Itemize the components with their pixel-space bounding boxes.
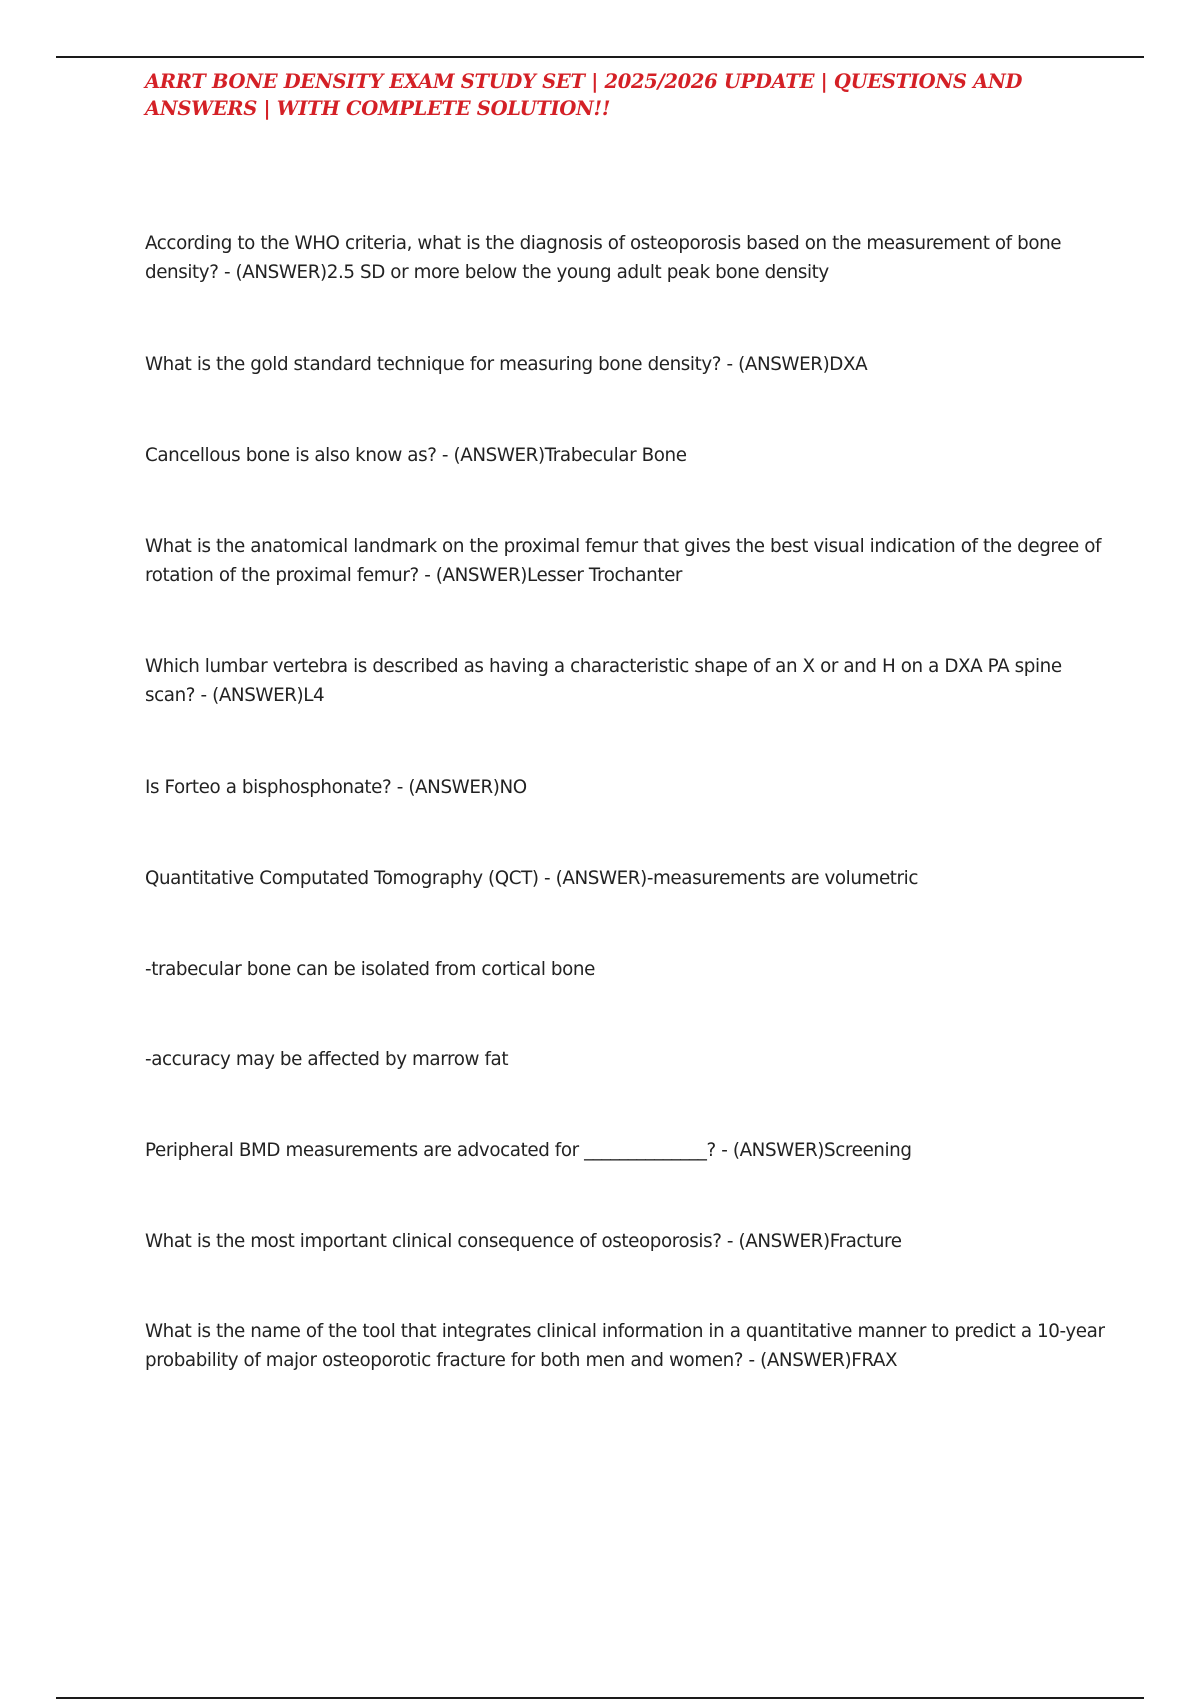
qa-entry-10: Peripheral BMD measurements are advocated for ______________? - (ANSWER)Screening — [145, 1140, 912, 1161]
qa-entry-7: Quantitative Computated Tomography (QCT) - (ANSWER)-measurements are volumetric — [145, 868, 919, 889]
qa-entry-2: What is the gold standard technique for measuring bone density? - (ANSWER)DXA — [145, 354, 868, 375]
qa-entry-6: Is Forteo a bisphosphonate? - (ANSWER)NO — [145, 777, 527, 798]
qa-entry-3: Cancellous bone is also know as? - (ANSWER)Trabecular Bone — [145, 445, 687, 466]
qa-entry-9: -accuracy may be affected by marrow fat — [145, 1049, 509, 1070]
bottom-rule — [56, 1697, 1144, 1699]
qa-entry-12: What is the name of the tool that integrates clinical information in a quantitative manner to predict a 10-year probability of major osteoporotic fracture for both men and women? - (ANSWER)FRAX — [145, 1321, 1105, 1371]
qa-entry-8: -trabecular bone can be isolated from cortical bone — [145, 959, 595, 980]
qa-entry-11: What is the most important clinical consequence of osteoporosis? - (ANSWER)Fracture — [145, 1231, 902, 1252]
qa-entry-4: What is the anatomical landmark on the proximal femur that gives the best visual indication of the degree of rotation of the proximal femur? - (ANSWER)Lesser Trochanter — [145, 536, 1102, 586]
top-rule — [56, 56, 1144, 58]
document-title: ARRT BONE DENSITY EXAM STUDY SET | 2025/2026 UPDATE | QUESTIONS AND ANSWERS | WITH COMPLETE SOLUTION!! — [145, 70, 1023, 120]
qa-entry-1: According to the WHO criteria, what is the diagnosis of osteoporosis based on the measurement of bone density? - (ANSWER)2.5 SD or more below the young adult peak bone density — [145, 233, 1062, 283]
qa-entry-5: Which lumbar vertebra is described as having a characteristic shape of an X or and H on a DXA PA spine scan? - (ANSWER)L4 — [145, 656, 1062, 706]
